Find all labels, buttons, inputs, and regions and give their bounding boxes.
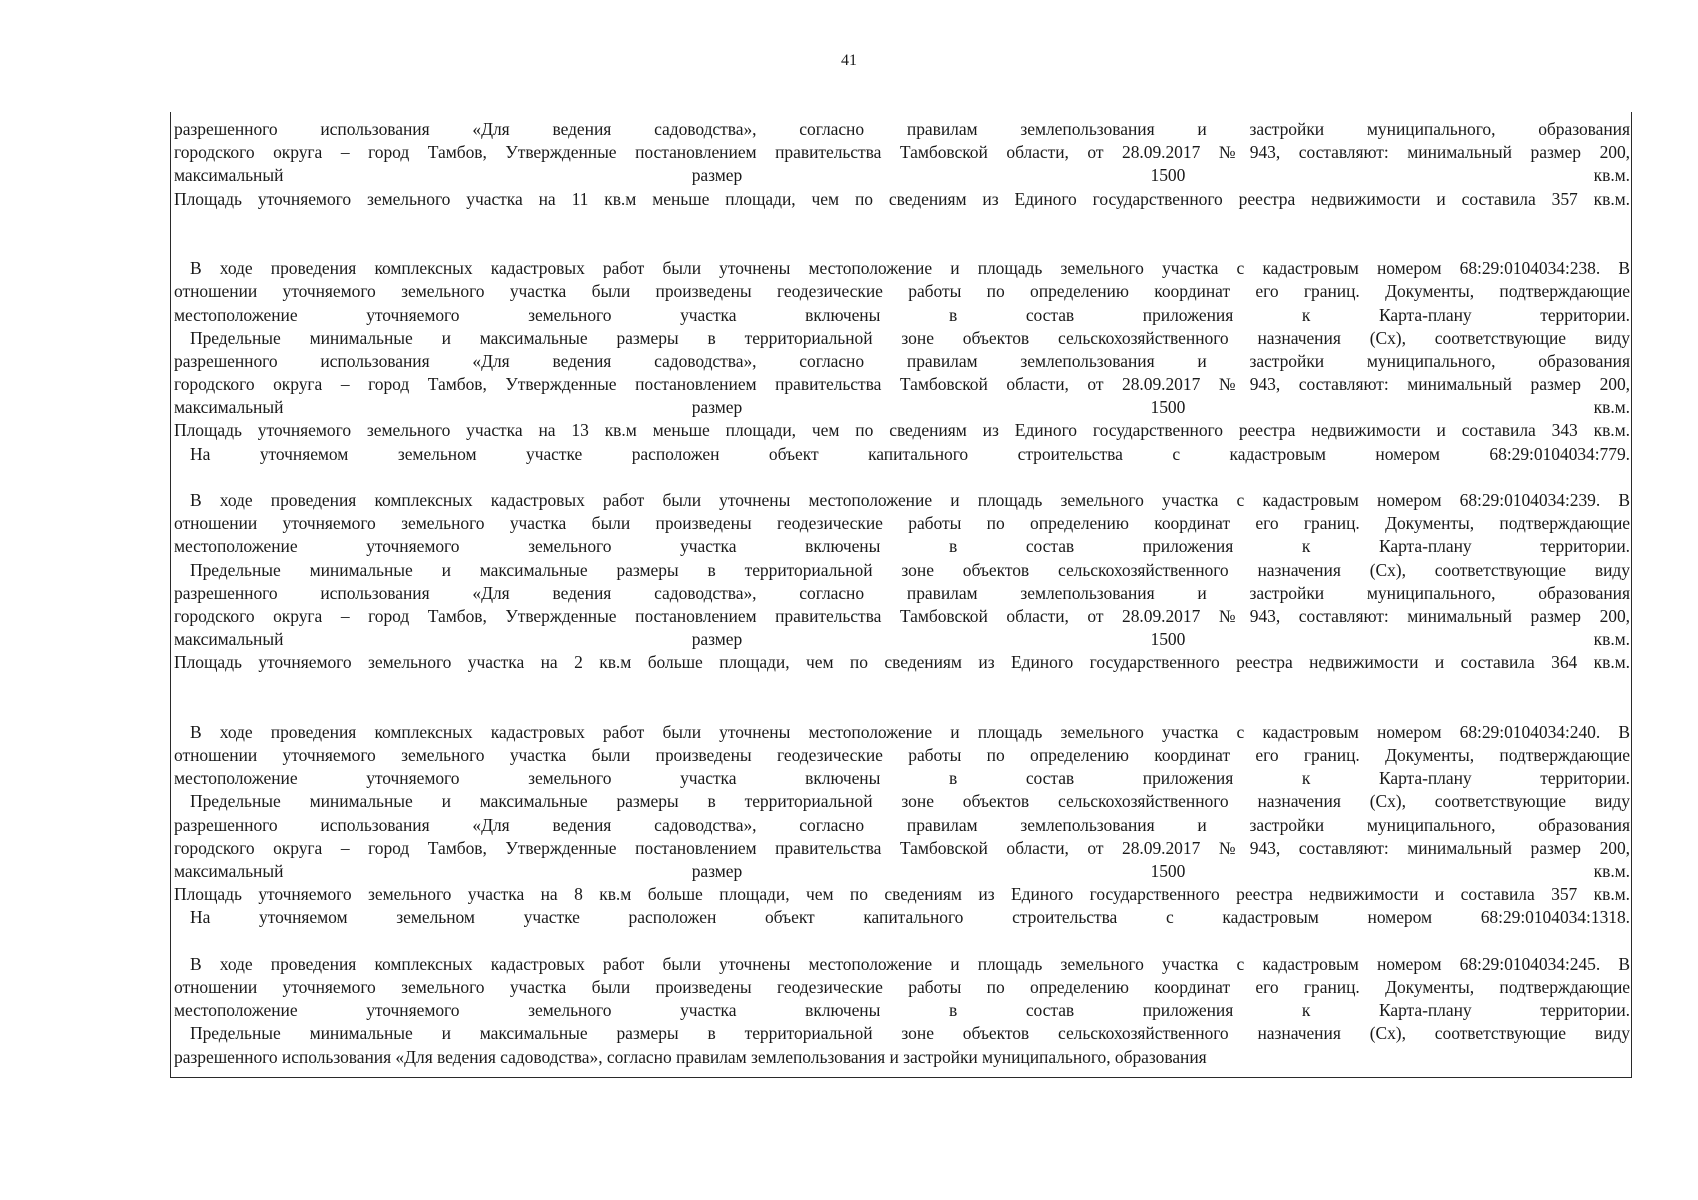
text-line: Площадь уточняемого земельного участка на 11 кв.м меньше площади, чем по сведениям из Единого государственного реестра недвижимости и составила 357 кв.м.: [174, 188, 1630, 209]
page-number: 41: [841, 52, 857, 69]
text-line: городского округа – город Тамбов, Утвержденные постановлением правительства Тамбовской области, от 28.09.2017 №943, составляют: минимальный размер 200,: [174, 605, 1630, 626]
text-line: разрешенного использования «Для ведения садоводства», согласно правилам землепользования и застройки муниципального, образования: [174, 119, 1630, 139]
paragraph-block-parcel-240: [174, 721, 1630, 930]
text-line: Площадь уточняемого земельного участка на 13 кв.м меньше площади, чем по сведениям из Единого государственного реестра недвижимости и составила 343 кв.м.: [174, 420, 1630, 441]
text-line: В ходе проведения комплексных кадастровых работ были уточнены местоположение и площадь земельного участка с кадастровым номером 68:29:0104034:245. В: [190, 953, 1630, 974]
text-line: Предельные минимальные и максимальные размеры в территориальной зоне объектов сельскохозяйственного назначения (Сх), соответствующие виду: [190, 327, 1630, 348]
text-line: городского округа – город Тамбов, Утвержденные постановлением правительства Тамбовской области, от 28.09.2017 №943, составляют: минимальный размер 200,: [174, 837, 1630, 858]
text-line: Предельные минимальные и максимальные размеры в территориальной зоне объектов сельскохозяйственного назначения (Сх), соответствующие виду: [190, 559, 1630, 580]
text-line: В ходе проведения комплексных кадастровых работ были уточнены местоположение и площадь земельного участка с кадастровым номером 68:29:0104034:239. В: [190, 490, 1630, 511]
text-line: отношении уточняемого земельного участка были произведены геодезические работы по определению координат его границ. Документы, подтверждающие: [174, 976, 1630, 997]
text-line: местоположение уточняемого земельного участка включены в состав приложения к Карта-плану территории.: [174, 304, 1630, 325]
text-line: Площадь уточняемого земельного участка на 2 кв.м больше площади, чем по сведениям из Единого государственного реестра недвижимости и составила 364 кв.м.: [174, 652, 1630, 673]
text-line: максимальный размер 1500 кв.м.: [174, 165, 1630, 186]
paragraph-gap: [174, 675, 1630, 721]
text-line: местоположение уточняемого земельного участка включены в состав приложения к Карта-плану территории.: [174, 536, 1630, 557]
text-line: В ходе проведения комплексных кадастровых работ были уточнены местоположение и площадь земельного участка с кадастровым номером 68:29:0104034:238. В: [190, 258, 1630, 279]
text-line: максимальный размер 1500 кв.м.: [174, 861, 1630, 882]
text-line: местоположение уточняемого земельного участка включены в состав приложения к Карта-плану территории.: [174, 768, 1630, 789]
text-line: разрешенного использования «Для ведения садоводства», согласно правилам землепользования и застройки муниципального, образования: [174, 582, 1630, 603]
text-line: городского округа – город Тамбов, Утвержденные постановлением правительства Тамбовской области, от 28.09.2017 №943, составляют: минимальный размер 200,: [174, 142, 1630, 163]
paragraph-block-continuation: [174, 118, 1630, 211]
text-line: отношении уточняемого земельного участка были произведены геодезические работы по определению координат его границ. Документы, подтверждающие: [174, 745, 1630, 766]
text-line: разрешенного использования «Для ведения садоводства», согласно правилам землепользования и застройки муниципального, образования: [174, 1046, 1207, 1067]
text-line: Предельные минимальные и максимальные размеры в территориальной зоне объектов сельскохозяйственного назначения (Сх), соответствующие виду: [190, 791, 1630, 812]
text-line: Предельные минимальные и максимальные размеры в территориальной зоне объектов сельскохозяйственного назначения (Сх), соответствующие виду: [190, 1023, 1630, 1044]
paragraph-gap: [174, 211, 1630, 257]
paragraph-block-parcel-238: [174, 257, 1630, 466]
text-line: городского округа – город Тамбов, Утвержденные постановлением правительства Тамбовской области, от 28.09.2017 №943, составляют: минимальный размер 200,: [174, 374, 1630, 395]
text-line: отношении уточняемого земельного участка были произведены геодезические работы по определению координат его границ. Документы, подтверждающие: [174, 513, 1630, 534]
document-body: [174, 118, 1630, 1069]
text-line: На уточняемом земельном участке расположен объект капитального строительства с кадастровым номером 68:29:0104034:1318.: [190, 907, 1630, 928]
text-line: разрешенного использования «Для ведения садоводства», согласно правилам землепользования и застройки муниципального, образования: [174, 350, 1630, 371]
paragraph-block-parcel-245: [174, 953, 1630, 1069]
text-line: максимальный размер 1500 кв.м.: [174, 629, 1630, 650]
text-line: разрешенного использования «Для ведения садоводства», согласно правилам землепользования и застройки муниципального, образования: [174, 814, 1630, 835]
text-line: На уточняемом земельном участке расположен объект капитального строительства с кадастровым номером 68:29:0104034:779.: [190, 443, 1630, 464]
text-line: местоположение уточняемого земельного участка включены в состав приложения к Карта-плану территории.: [174, 1000, 1630, 1021]
text-line: Площадь уточняемого земельного участка на 8 кв.м больше площади, чем по сведениям из Единого государственного реестра недвижимости и составила 357 кв.м.: [174, 884, 1630, 905]
paragraph-block-parcel-239: [174, 489, 1630, 675]
text-line: максимальный размер 1500 кв.м.: [174, 397, 1630, 418]
paragraph-gap: [174, 466, 1630, 489]
text-line: В ходе проведения комплексных кадастровых работ были уточнены местоположение и площадь земельного участка с кадастровым номером 68:29:0104034:240. В: [190, 721, 1630, 742]
paragraph-gap: [174, 930, 1630, 953]
text-line: отношении уточняемого земельного участка были произведены геодезические работы по определению координат его границ. Документы, подтверждающие: [174, 281, 1630, 302]
